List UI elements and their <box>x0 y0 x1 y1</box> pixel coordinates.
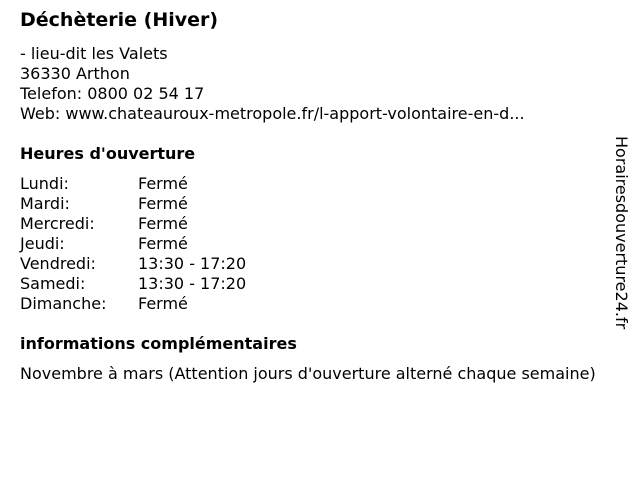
hours-row-saturday <box>20 274 246 294</box>
day-label: Mercredi: <box>20 214 95 233</box>
hours-row-sunday <box>20 294 246 314</box>
web-link[interactable]: Web: www.chateauroux-metropole.fr/l-apport-volontaire-en-d... <box>20 104 525 123</box>
hours-row-friday <box>20 254 246 274</box>
hours-value: Fermé <box>138 174 188 193</box>
opening-hours-table <box>20 174 246 314</box>
page-title: Déchèterie (Hiver) <box>20 9 219 31</box>
hours-row-wednesday <box>20 214 246 234</box>
additional-info-text: Novembre à mars (Attention jours d'ouverture alterné chaque semaine) <box>20 364 596 383</box>
hours-value: 13:30 - 17:20 <box>138 274 247 293</box>
day-label: Samedi: <box>20 274 86 293</box>
hours-value: 13:30 - 17:20 <box>138 254 247 273</box>
hours-row-thursday <box>20 234 246 254</box>
opening-hours-heading: Heures d'ouverture <box>20 144 196 163</box>
site-watermark: Horairesdouverture24.fr <box>612 136 631 330</box>
hours-row-tuesday <box>20 194 246 214</box>
hours-row-monday <box>20 174 246 194</box>
phone-line[interactable]: Telefon: 0800 02 54 17 <box>20 84 205 103</box>
additional-info-heading: informations complémentaires <box>20 334 297 353</box>
day-label: Mardi: <box>20 194 70 213</box>
day-label: Lundi: <box>20 174 69 193</box>
address-block <box>20 44 525 124</box>
city-line: 36330 Arthon <box>20 64 130 83</box>
hours-value: Fermé <box>138 194 188 213</box>
day-label: Vendredi: <box>20 254 96 273</box>
hours-value: Fermé <box>138 294 188 313</box>
hours-value: Fermé <box>138 214 188 233</box>
day-label: Jeudi: <box>20 234 65 253</box>
day-label: Dimanche: <box>20 294 107 313</box>
hours-value: Fermé <box>138 234 188 253</box>
address-line: - lieu-dit les Valets <box>20 44 168 63</box>
